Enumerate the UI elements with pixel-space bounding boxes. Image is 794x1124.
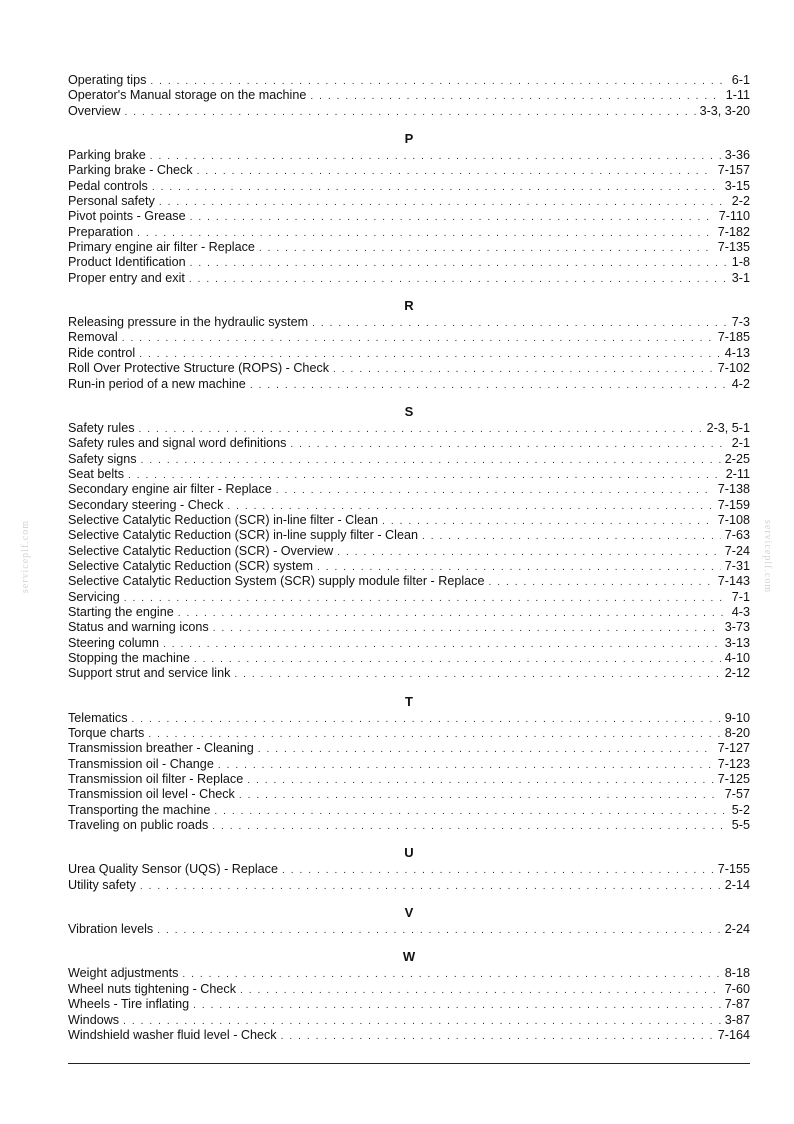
index-entry bbox=[68, 467, 750, 482]
entry-term: Parking brake bbox=[68, 148, 146, 163]
index-entry bbox=[68, 544, 750, 559]
index-section bbox=[68, 299, 750, 392]
entry-page-number: 7-60 bbox=[724, 981, 750, 996]
entry-page-number: 2-1 bbox=[731, 436, 750, 451]
dot-leader bbox=[240, 983, 721, 998]
index-entry bbox=[68, 997, 750, 1012]
dot-leader bbox=[122, 331, 714, 346]
dot-leader bbox=[139, 422, 703, 437]
entry-page-number: 7-1 bbox=[731, 589, 750, 604]
index-entry bbox=[68, 982, 750, 997]
index-entry bbox=[68, 194, 750, 209]
index-entry bbox=[68, 209, 750, 224]
entry-page-number: 7-182 bbox=[717, 224, 750, 239]
entry-term: Overview bbox=[68, 103, 121, 118]
dot-leader bbox=[488, 575, 713, 590]
entry-term: Weight adjustments bbox=[68, 966, 179, 981]
entry-term: Status and warning icons bbox=[68, 620, 209, 635]
index-entry bbox=[68, 922, 750, 937]
index-entry bbox=[68, 346, 750, 361]
entry-page-number: 7-159 bbox=[717, 497, 750, 512]
index-entry bbox=[68, 421, 750, 436]
entry-page-number: 7-138 bbox=[717, 482, 750, 497]
entry-page-number: 7-127 bbox=[717, 741, 750, 756]
dot-leader bbox=[282, 863, 714, 878]
entry-term: Safety signs bbox=[68, 451, 137, 466]
entry-term: Pedal controls bbox=[68, 178, 148, 193]
section-letter-heading: R bbox=[404, 298, 414, 314]
index-entry bbox=[68, 104, 750, 119]
dot-leader bbox=[337, 545, 721, 560]
index-entry bbox=[68, 726, 750, 741]
dot-leader bbox=[140, 879, 721, 894]
entry-page-number: 1-8 bbox=[731, 255, 750, 270]
dot-leader bbox=[218, 758, 714, 773]
entry-term: Stopping the machine bbox=[68, 651, 190, 665]
entry-term: Transmission breather - Cleaning bbox=[68, 741, 254, 756]
section-letter-heading: V bbox=[404, 905, 414, 921]
dot-leader bbox=[333, 362, 714, 377]
entry-term: Operating tips bbox=[68, 73, 147, 87]
index-section bbox=[68, 906, 750, 937]
index-entry bbox=[68, 271, 750, 286]
watermark-left: serviceplf.com bbox=[20, 520, 31, 594]
dot-leader bbox=[123, 1014, 721, 1029]
entry-page-number: 4-10 bbox=[724, 651, 750, 665]
entry-page-number: 3-13 bbox=[724, 635, 750, 650]
entry-page-number: 1-11 bbox=[725, 88, 750, 103]
dot-leader bbox=[422, 529, 721, 544]
dot-leader bbox=[190, 256, 728, 271]
entry-term: Pivot points - Grease bbox=[68, 209, 186, 224]
dot-leader bbox=[213, 621, 721, 636]
index-entry bbox=[68, 73, 750, 88]
dot-leader bbox=[214, 804, 727, 819]
entry-term: Windshield washer fluid level - Check bbox=[68, 1027, 277, 1042]
entry-page-number: 6-1 bbox=[731, 73, 750, 87]
index-entry bbox=[68, 436, 750, 451]
index-entry bbox=[68, 452, 750, 467]
entry-page-number: 4-3 bbox=[731, 604, 750, 619]
entry-page-number: 7-164 bbox=[717, 1027, 750, 1042]
dot-leader bbox=[290, 437, 727, 452]
section-letter-heading: S bbox=[404, 403, 414, 419]
index-entry bbox=[68, 361, 750, 376]
entry-term: Starting the engine bbox=[68, 604, 174, 619]
entry-term: Servicing bbox=[68, 589, 120, 604]
entry-term: Selective Catalytic Reduction (SCR) in-line filter - Clean bbox=[68, 512, 379, 527]
entry-term: Urea Quality Sensor (UQS) - Replace bbox=[68, 862, 278, 877]
index-entry bbox=[68, 772, 750, 787]
index-entry bbox=[68, 179, 750, 194]
dot-leader bbox=[317, 560, 721, 575]
dot-leader bbox=[247, 773, 714, 788]
entry-term: Selective Catalytic Reduction System (SCR) supply module filter - Replace bbox=[68, 574, 485, 589]
index-entry bbox=[68, 590, 750, 605]
entry-term: Preparation bbox=[68, 224, 134, 239]
dot-leader bbox=[148, 727, 720, 742]
entry-page-number: 7-87 bbox=[724, 997, 750, 1012]
dot-leader bbox=[250, 378, 728, 393]
dot-leader bbox=[157, 923, 721, 938]
dot-leader bbox=[234, 667, 720, 682]
entry-term: Steering column bbox=[68, 635, 160, 650]
entry-term: Selective Catalytic Reduction (SCR) in-line supply filter - Clean bbox=[68, 528, 418, 543]
entry-term: Support strut and service link bbox=[68, 666, 231, 681]
index-entry bbox=[68, 330, 750, 345]
entry-term: Transmission oil level - Check bbox=[68, 787, 235, 802]
entry-page-number: 7-102 bbox=[717, 361, 750, 376]
index-entry bbox=[68, 559, 750, 574]
section-letter-heading: T bbox=[405, 693, 413, 709]
dot-leader bbox=[194, 652, 721, 667]
entry-page-number: 2-11 bbox=[725, 466, 750, 481]
entry-page-number: 7-125 bbox=[717, 772, 750, 787]
entry-term: Windows bbox=[68, 1012, 120, 1027]
entry-term: Vibration levels bbox=[68, 922, 154, 937]
entry-term: Selective Catalytic Reduction (SCR) - Overview bbox=[68, 543, 334, 558]
dot-leader bbox=[137, 226, 714, 241]
entry-term: Torque charts bbox=[68, 726, 145, 741]
index-entry bbox=[68, 574, 750, 589]
entry-page-number: 4-2 bbox=[731, 376, 750, 391]
dot-leader bbox=[193, 998, 721, 1013]
dot-leader bbox=[212, 819, 728, 834]
entry-term: Wheel nuts tightening - Check bbox=[68, 981, 237, 996]
index-entry bbox=[68, 482, 750, 497]
section-letter-heading: U bbox=[404, 845, 414, 861]
entry-page-number: 7-110 bbox=[718, 209, 750, 224]
index-entry bbox=[68, 741, 750, 756]
entry-page-number: 3-73 bbox=[724, 620, 750, 635]
entry-term: Transporting the machine bbox=[68, 802, 211, 817]
entry-page-number: 2-25 bbox=[724, 451, 750, 466]
index-entry bbox=[68, 757, 750, 772]
dot-leader bbox=[239, 788, 721, 803]
index-entry bbox=[68, 787, 750, 802]
entry-page-number: 9-10 bbox=[724, 710, 750, 725]
entry-page-number: 3-36 bbox=[724, 148, 750, 163]
index-entry bbox=[68, 377, 750, 392]
index-entry bbox=[68, 1028, 750, 1043]
entry-page-number: 3-3, 3-20 bbox=[699, 103, 750, 118]
index-entry bbox=[68, 862, 750, 877]
entry-page-number: 2-3, 5-1 bbox=[706, 420, 750, 435]
entry-term: Traveling on public roads bbox=[68, 818, 209, 833]
entry-term: Releasing pressure in the hydraulic system bbox=[68, 315, 309, 330]
index-entry bbox=[68, 605, 750, 620]
entry-page-number: 5-5 bbox=[731, 818, 750, 833]
index-entry bbox=[68, 620, 750, 635]
index-entry bbox=[68, 966, 750, 981]
dot-leader bbox=[281, 1029, 714, 1044]
entry-term: Product Identification bbox=[68, 255, 186, 270]
entry-page-number: 2-24 bbox=[724, 922, 750, 937]
dot-leader bbox=[124, 591, 728, 606]
dot-leader bbox=[182, 967, 720, 982]
dot-leader bbox=[150, 149, 721, 164]
dot-leader bbox=[312, 316, 728, 331]
watermark-right: serviceplf.com bbox=[762, 520, 773, 594]
entry-term: Ride control bbox=[68, 345, 136, 360]
entry-page-number: 7-3 bbox=[731, 315, 750, 330]
dot-leader bbox=[259, 241, 714, 256]
entry-term: Selective Catalytic Reduction (SCR) system bbox=[68, 558, 313, 573]
entry-page-number: 7-123 bbox=[717, 756, 750, 771]
entry-term: Utility safety bbox=[68, 877, 136, 892]
dot-leader bbox=[159, 195, 728, 210]
index-entry bbox=[68, 315, 750, 330]
index-entry bbox=[68, 88, 750, 103]
index-entry bbox=[68, 148, 750, 163]
entry-page-number: 2-12 bbox=[724, 666, 750, 681]
dot-leader bbox=[178, 606, 728, 621]
index-entry bbox=[68, 255, 750, 270]
entry-term: Personal safety bbox=[68, 194, 155, 209]
entry-page-number: 7-31 bbox=[724, 558, 750, 573]
entry-page-number: 7-185 bbox=[717, 330, 750, 345]
entry-term: Proper entry and exit bbox=[68, 270, 185, 285]
entry-page-number: 7-24 bbox=[724, 543, 750, 558]
dot-leader bbox=[132, 712, 721, 727]
dot-leader bbox=[139, 347, 721, 362]
index-entry bbox=[68, 513, 750, 528]
entry-term: Removal bbox=[68, 330, 118, 345]
index-entry bbox=[68, 878, 750, 893]
entry-term: Transmission oil - Change bbox=[68, 756, 214, 771]
index-list bbox=[68, 73, 750, 1043]
entry-term: Primary engine air filter - Replace bbox=[68, 240, 255, 255]
dot-leader bbox=[258, 742, 714, 757]
dot-leader bbox=[382, 514, 714, 529]
dot-leader bbox=[124, 105, 695, 120]
entry-term: Run-in period of a new machine bbox=[68, 376, 246, 391]
index-entry bbox=[68, 528, 750, 543]
dot-leader bbox=[141, 453, 721, 468]
index-entry bbox=[68, 651, 750, 666]
index-entry bbox=[68, 163, 750, 178]
entry-page-number: 7-155 bbox=[717, 862, 750, 877]
entry-term: Safety rules and signal word definitions bbox=[68, 436, 287, 451]
entry-page-number: 7-143 bbox=[717, 574, 750, 589]
entry-term: Telematics bbox=[68, 710, 128, 725]
entry-page-number: 2-2 bbox=[731, 194, 750, 209]
dot-leader bbox=[189, 272, 728, 287]
section-letter-heading: W bbox=[402, 949, 416, 965]
entry-term: Safety rules bbox=[68, 420, 135, 435]
section-letter-heading: P bbox=[404, 131, 414, 147]
index-section bbox=[68, 405, 750, 682]
entry-term: Parking brake - Check bbox=[68, 163, 193, 178]
entry-page-number: 3-87 bbox=[724, 1012, 750, 1027]
dot-leader bbox=[190, 210, 715, 225]
entry-page-number: 7-135 bbox=[717, 240, 750, 255]
dot-leader bbox=[276, 483, 714, 498]
index-entry bbox=[68, 1013, 750, 1028]
dot-leader bbox=[152, 180, 721, 195]
entry-page-number: 3-15 bbox=[724, 178, 750, 193]
index-entry bbox=[68, 240, 750, 255]
entry-page-number: 2-14 bbox=[724, 877, 750, 892]
index-entry bbox=[68, 636, 750, 651]
index-entry bbox=[68, 666, 750, 681]
index-section bbox=[68, 73, 750, 119]
dot-leader bbox=[163, 637, 721, 652]
entry-term: Operator's Manual storage on the machine bbox=[68, 88, 307, 103]
dot-leader bbox=[227, 499, 713, 514]
index-entry bbox=[68, 803, 750, 818]
index-entry bbox=[68, 225, 750, 240]
index-section bbox=[68, 950, 750, 1043]
entry-page-number: 3-1 bbox=[731, 270, 750, 285]
entry-page-number: 8-20 bbox=[724, 726, 750, 741]
entry-term: Roll Over Protective Structure (ROPS) - Check bbox=[68, 361, 330, 376]
entry-page-number: 7-63 bbox=[724, 528, 750, 543]
index-section bbox=[68, 132, 750, 286]
index-entry bbox=[68, 818, 750, 833]
dot-leader bbox=[128, 468, 722, 483]
entry-page-number: 8-18 bbox=[724, 966, 750, 981]
dot-leader bbox=[150, 74, 727, 89]
index-entry bbox=[68, 711, 750, 726]
index-section bbox=[68, 846, 750, 893]
entry-term: Secondary steering - Check bbox=[68, 497, 224, 512]
index-section bbox=[68, 695, 750, 834]
entry-page-number: 7-108 bbox=[717, 512, 750, 527]
entry-page-number: 5-2 bbox=[731, 802, 750, 817]
index-entry bbox=[68, 498, 750, 513]
entry-term: Seat belts bbox=[68, 466, 125, 481]
entry-page-number: 4-13 bbox=[724, 345, 750, 360]
entry-page-number: 7-157 bbox=[717, 163, 750, 178]
entry-term: Wheels - Tire inflating bbox=[68, 997, 190, 1012]
bottom-rule bbox=[68, 1063, 750, 1064]
dot-leader bbox=[310, 89, 721, 104]
dot-leader bbox=[197, 164, 714, 179]
entry-term: Secondary engine air filter - Replace bbox=[68, 482, 272, 497]
entry-term: Transmission oil filter - Replace bbox=[68, 772, 244, 787]
entry-page-number: 7-57 bbox=[724, 787, 750, 802]
